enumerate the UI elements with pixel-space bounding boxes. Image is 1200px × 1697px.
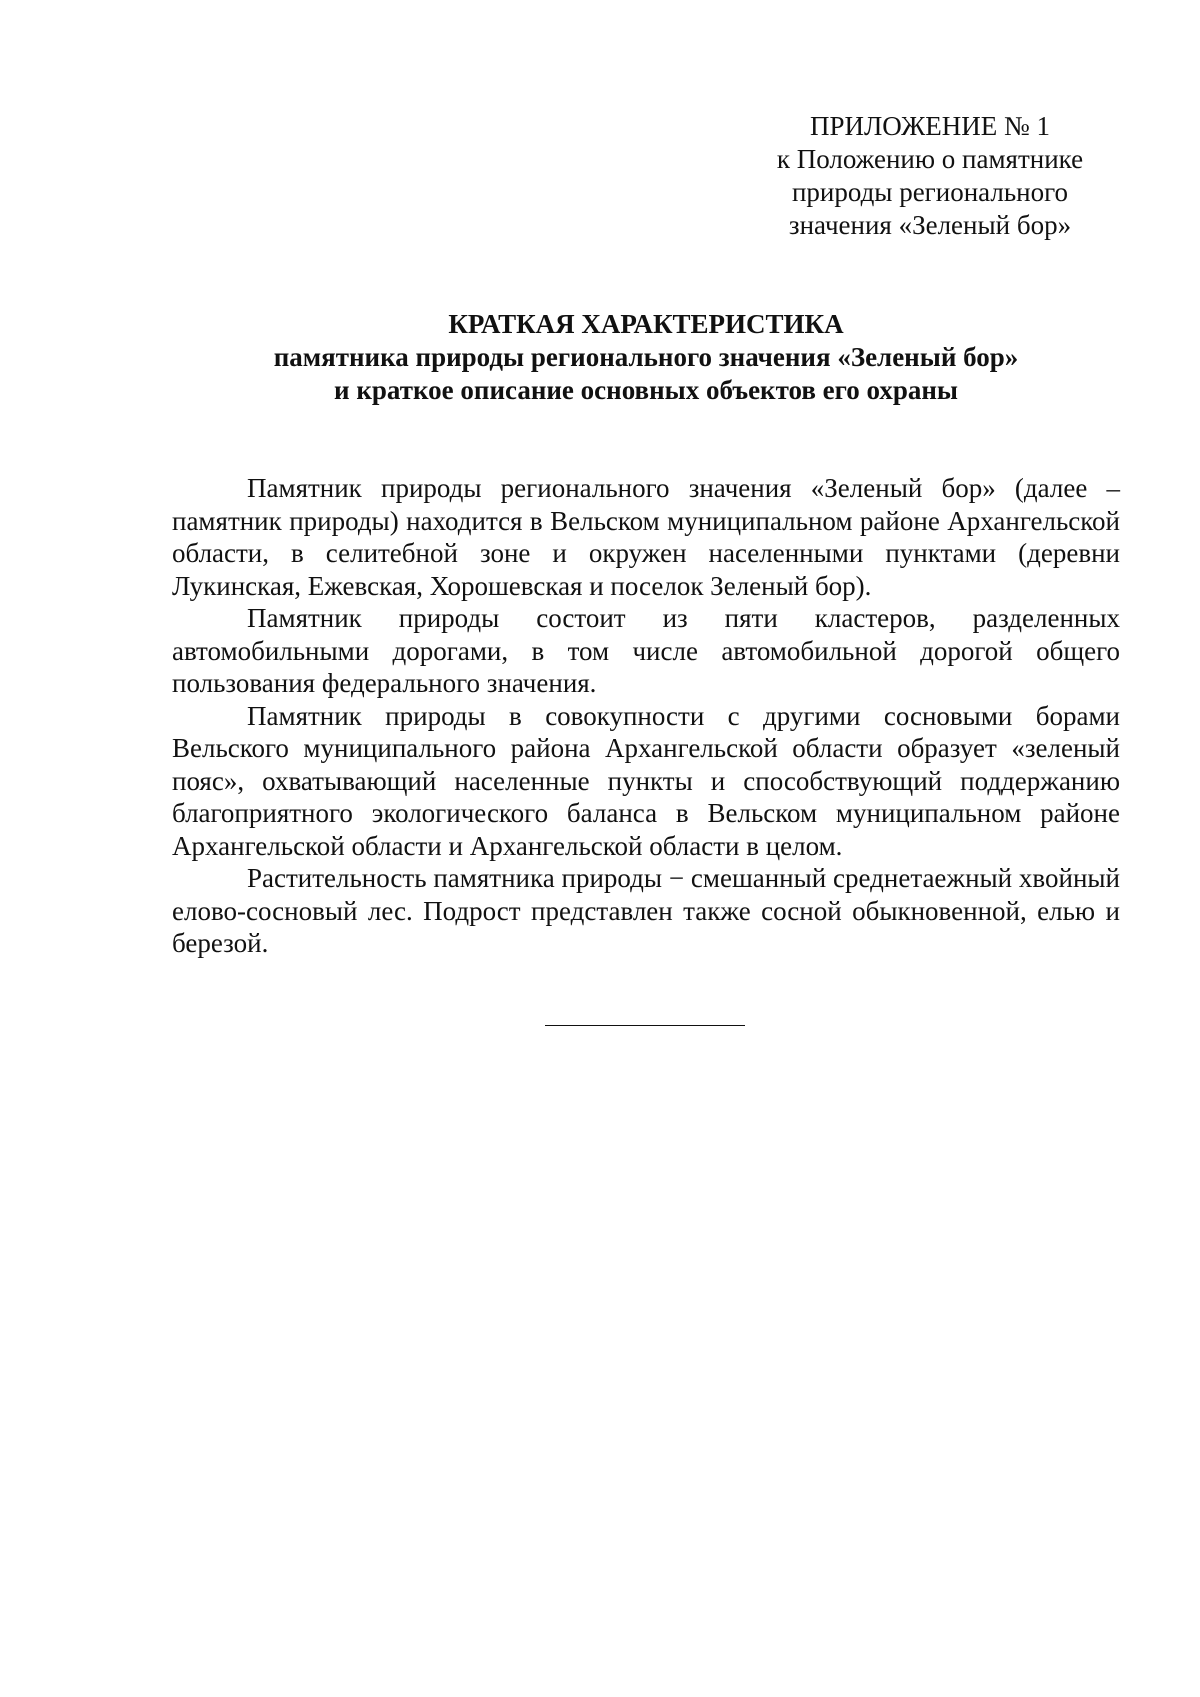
body-paragraph: Растительность памятника природы − смешанный среднетаежный хвойный елово-сосновый лес. Подрост представлен также сосной обыкновенной, елью и березой.	[172, 863, 1120, 958]
appendix-number: ПРИЛОЖЕНИЕ № 1	[809, 111, 1051, 141]
body-paragraph: Памятник природы состоит из пяти кластеров, разделенных автомобильными дорогами, в том числе автомобильной дорогой общего пользования федерального значения.	[172, 603, 1120, 698]
appendix-reference-line: к Положению о памятнике	[776, 144, 1084, 174]
title-heading: КРАТКАЯ ХАРАКТЕРИСТИКА	[448, 309, 844, 339]
appendix-header	[720, 110, 1140, 242]
body-paragraph: Памятник природы в совокупности с другими сосновыми борами Вельского муниципального района Архангельской области образует «зеленый пояс», охватывающий населенные пункты и способствующий поддержанию благоприятного экологического баланса в Вельском муниципальном районе Архангельской области и Архангельской области в целом.	[172, 700, 1120, 861]
title-subheading: и краткое описание основных объектов его охраны	[334, 375, 958, 405]
appendix-reference-line: природы регионального	[791, 177, 1069, 207]
document-title	[172, 308, 1120, 407]
end-separator-line	[545, 1025, 745, 1026]
body-paragraph: Памятник природы регионального значения «Зеленый бор» (далее – памятник природы) находится в Вельском муниципальном районе Архангельской области, в селитебной зоне и окружен населенными пунктами (деревни Лукинская, Ежевская, Хорошевская и поселок Зеленый бор).	[172, 473, 1120, 601]
title-subheading: памятника природы регионального значения «Зеленый бор»	[273, 342, 1019, 372]
document-body	[172, 472, 1120, 960]
appendix-reference-line: значения «Зеленый бор»	[788, 210, 1072, 240]
